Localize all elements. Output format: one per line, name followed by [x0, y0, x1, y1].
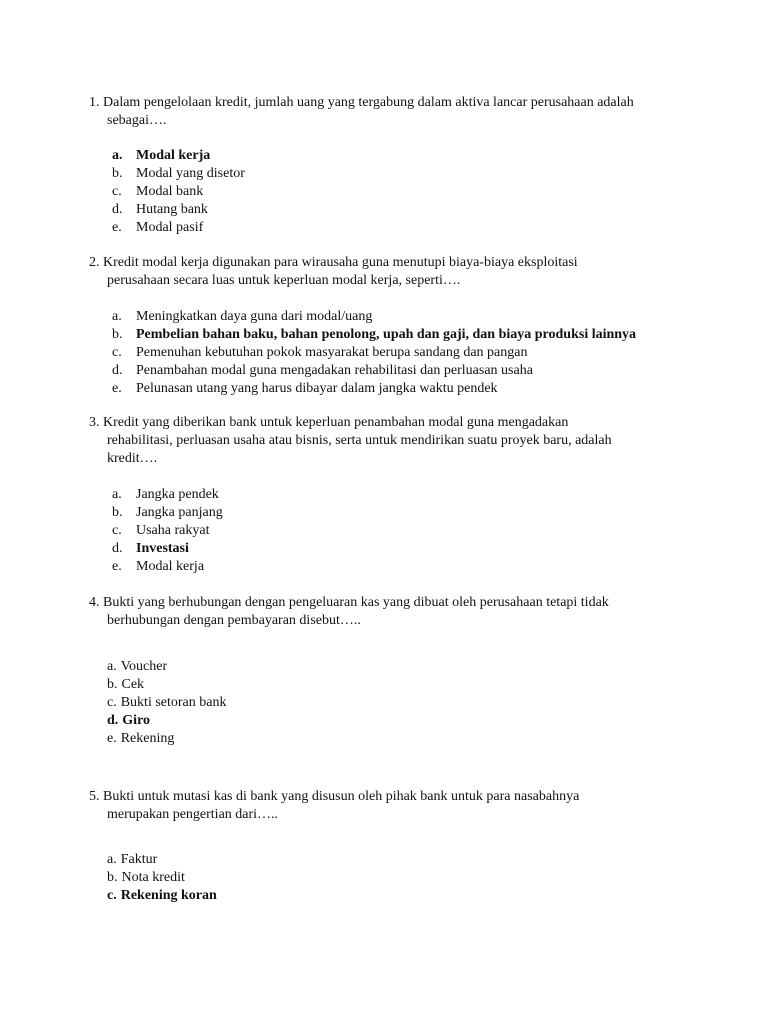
option-5b: b. Nota kredit	[107, 870, 185, 885]
option-4e: e. Rekening	[107, 731, 175, 746]
option-2b: b. Pembelian bahan baku, bahan penolong, upah dan gaji, dan biaya produksi lainnya	[112, 327, 637, 342]
question-5-rest: merupakan pengertian dari…..	[107, 807, 279, 822]
option-4d: d. Giro	[107, 713, 151, 728]
question-4-number: 4.	[89, 595, 100, 610]
option-1c: c. Modal bank	[112, 184, 204, 199]
option-2c: c. Pemenuhan kebutuhan pokok masyarakat berupa sandang dan pangan	[112, 345, 528, 360]
question-5-text	[89, 788, 677, 824]
option-5a: a. Faktur	[107, 852, 158, 867]
question-1-number: 1.	[89, 95, 100, 110]
option-4a: a. Voucher	[107, 659, 168, 674]
option-1d: d. Hutang bank	[112, 202, 208, 217]
option-1a: a. Modal kerja	[112, 148, 211, 163]
question-3-text	[89, 414, 677, 468]
question-2-options	[112, 308, 636, 398]
option-4b: b. Cek	[107, 677, 145, 692]
question-3-line1: Kredit yang diberikan bank untuk keperluan penambahan modal guna mengadakan	[103, 415, 569, 430]
option-2d: d. Penambahan modal guna mengadakan rehabilitasi dan perluasan usaha	[112, 363, 533, 378]
question-2-line1: Kredit modal kerja digunakan para wirausaha guna menutupi biaya-biaya eksploitasi	[103, 255, 578, 270]
question-3-options	[112, 486, 223, 576]
question-4-text	[89, 594, 677, 630]
option-3b: b. Jangka panjang	[112, 505, 223, 520]
option-1b: b. Modal yang disetor	[112, 166, 245, 181]
question-1-text	[89, 94, 677, 130]
question-4-line1: Bukti yang berhubungan dengan pengeluaran kas yang dibuat oleh perusahaan tetapi tidak	[103, 595, 609, 610]
question-1-options	[112, 147, 245, 237]
option-3e: e. Modal kerja	[112, 559, 205, 574]
question-5-line1: Bukti untuk mutasi kas di bank yang disusun oleh pihak bank untuk para nasabahnya	[103, 789, 580, 804]
question-1-rest: sebagai….	[107, 113, 167, 128]
question-3-line2: rehabilitasi, perluasan usaha atau bisnis, serta untuk mendirikan suatu proyek baru, adalah	[107, 433, 612, 448]
option-5c: c. Rekening koran	[107, 888, 217, 903]
question-3-number: 3.	[89, 415, 100, 430]
question-3-rest: kredit….	[107, 451, 158, 466]
option-2e: e. Pelunasan utang yang harus dibayar dalam jangka waktu pendek	[112, 381, 498, 396]
question-4-options	[107, 658, 226, 748]
option-3a: a. Jangka pendek	[112, 487, 219, 502]
option-3c: c. Usaha rakyat	[112, 523, 210, 538]
question-2-number: 2.	[89, 255, 100, 270]
option-1e: e. Modal pasif	[112, 220, 204, 235]
question-4-rest: berhubungan dengan pembayaran disebut…..	[107, 613, 361, 628]
question-1-line1: Dalam pengelolaan kredit, jumlah uang yang tergabung dalam aktiva lancar perusahaan adalah	[103, 95, 634, 110]
option-3d: d. Investasi	[112, 541, 189, 556]
question-5-options	[107, 851, 217, 905]
question-5-number: 5.	[89, 789, 100, 804]
question-2-text	[89, 254, 677, 290]
question-2-rest: perusahaan secara luas untuk keperluan modal kerja, seperti….	[107, 273, 461, 288]
option-2a: a. Meningkatkan daya guna dari modal/uang	[112, 309, 373, 324]
option-4c: c. Bukti setoran bank	[107, 695, 227, 710]
